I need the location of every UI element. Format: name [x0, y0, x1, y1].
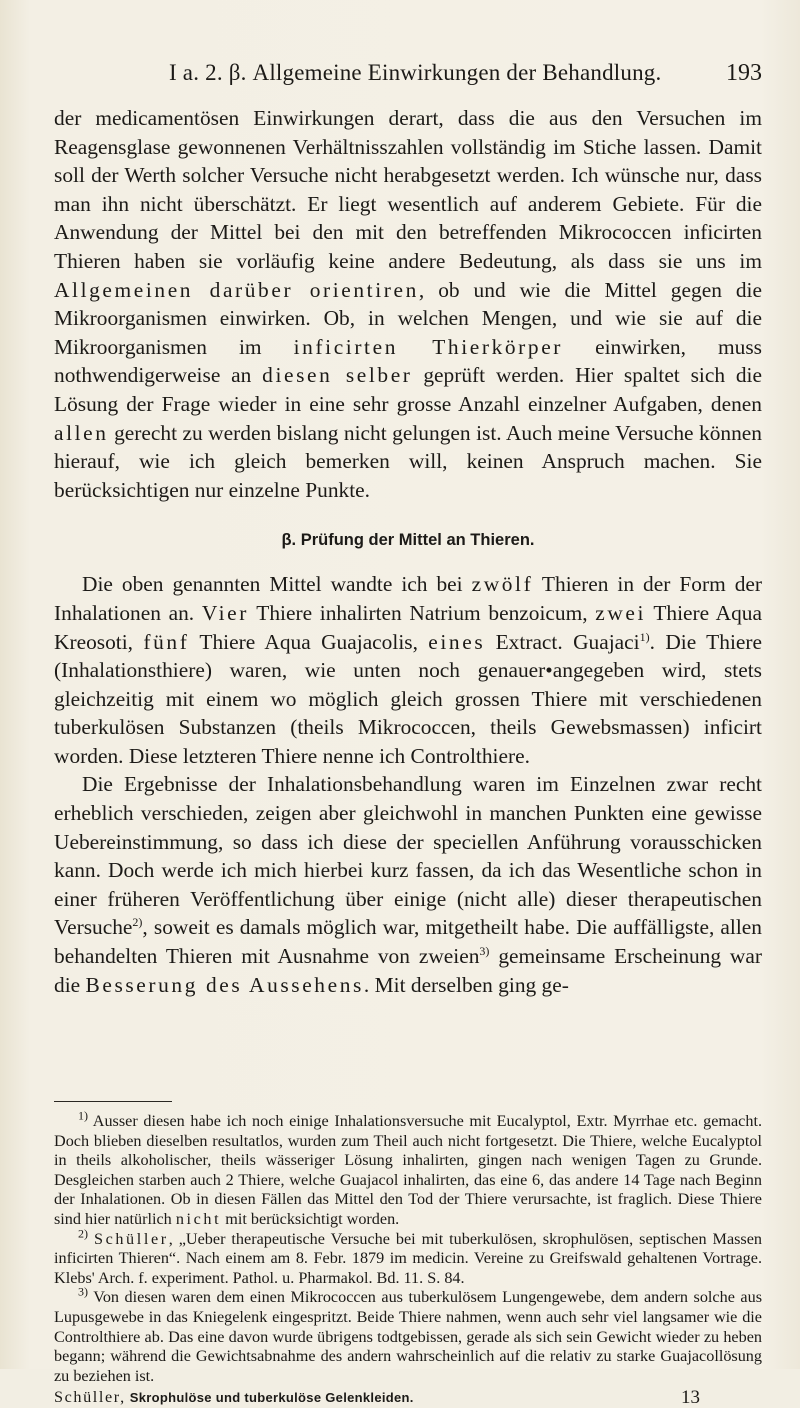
- footnote-ref: 1): [78, 1108, 88, 1123]
- text-run: Ausser diesen habe ich noch einige Inhalationsversuche mit Eucalyptol, Extr. Myrrhae etc. gemacht. Doch blieben dieselben resultatlos, wurden zum Theil auch nicht fortgesetzt. Die Thiere, welche Eucalyptol in theils alkoholischer, theils wässeriger Lösung inhalirten, gingen nach wenigen Tagen zu Grunde. Desgleichen starben auch 2 Thiere, welche Guajacol inhalirten, das eine 6, das andere 14 Tage nach Beginn der Inhalationen. Ob in diesen Fällen das Mittel den Tod der Thiere verursachte, ist fraglich. Diese Thiere sind hier natürlich: [54, 1112, 762, 1228]
- text-run: , „Ueber therapeutische Versuche bei mit tuberkulösen, skrophulösen, septischen Massen inficirten Thieren“. Nach einem am 8. Febr. 1879 im medicin. Vereine zu Greifswald gehaltenen Vortrage. Klebs' Arch. f. experiment. Pathol. u. Pharmakol. Bd. 11. S. 84.: [54, 1229, 762, 1287]
- text-run: . Mit derselben ging ge-: [363, 972, 569, 997]
- page-number: 193: [726, 60, 762, 86]
- emphasis-spaced: eines: [428, 629, 486, 654]
- paragraph: [54, 104, 762, 504]
- text-run: . Die Thiere (Inhalationsthiere) waren, wie unten noch genauer•angegeben wird, stets gleichzeitig mit einem wo möglich gleich grossen Thiere mit verschiedenen tuberkulösen Substanzen (theils Mikrococcen, theils Gewebsmassen) inficirt worden. Diese letzteren Thiere nenne ich Controlthiere.: [54, 629, 762, 768]
- page-header: [54, 58, 762, 94]
- emphasis-spaced: fünf: [143, 629, 190, 654]
- footnote-ref: 3): [479, 943, 490, 958]
- signature-line: [54, 1388, 762, 1408]
- footnote-separator: [54, 1101, 172, 1102]
- footnote-ref: 2): [132, 915, 143, 930]
- text-run: Die Ergebnisse der Inhalationsbehandlung waren im Einzelnen zwar recht erheblich verschieden, zeigen aber gleichwohl in manchen Punkten eine gewisse Uebereinstimmung, so dass ich diese der speciellen Anführung vorausschicken kann. Doch werde ich mich hierbei kurz fassen, da ich das Wesentliche schon in einer früheren Veröffentlichung über einige (nicht alle) dieser therapeutischen Versuche: [54, 772, 762, 940]
- section-heading: β. Prüfung der Mittel an Thieren.: [281, 531, 535, 550]
- emphasis-spaced: Schüller: [93, 1229, 169, 1248]
- text-run: , ob und wie die Mittel gegen die Mikroorganismen einwirken. Ob, in welchen Mengen, und wie sie auf die Mikroorganismen im: [54, 277, 762, 359]
- text-run: Extract. Guajaci: [485, 629, 640, 654]
- text-run: einwirken, muss nothwendigerweise an: [54, 334, 762, 388]
- emphasis-spaced: diesen selber: [262, 363, 413, 388]
- text-run: gemeinsame Erscheinung war die: [54, 944, 762, 997]
- running-head: I a. 2. β. Allgemeine Einwirkungen der Behandlung.: [169, 60, 662, 85]
- emphasis-spaced: zwei: [595, 600, 647, 625]
- emphasis-spaced: allen: [54, 420, 109, 445]
- text-run: Thiere Aqua Kreosoti,: [54, 600, 762, 654]
- emphasis-spaced: nicht: [175, 1209, 222, 1228]
- footnote: [54, 1226, 762, 1289]
- text-run: Thiere inhalirten Natrium benzoicum,: [248, 600, 596, 625]
- text-run: der medicamentösen Einwirkungen derart, dass die aus den Versuchen im Reagensglase gewonnenen Verhältnisszahlen vollständig im Stiche lassen. Damit soll der Werth solcher Versuche nicht herabgesetzt werden. Ich wünsche nur, dass man ihn nicht überschätzt. Er liegt wesentlich auf anderem Gebiete. Für die Anwendung der Mittel bei den mit den betreffenden Mikrococcen inficirten Thieren haben sie vorläufig keine andere Bedeutung, als dass sie uns im: [54, 106, 762, 273]
- text-run: Die oben genannten Mittel wandte ich bei: [82, 572, 472, 597]
- footnote: [54, 1108, 762, 1230]
- paragraph: [54, 570, 762, 770]
- emphasis-spaced: Besserung des Aussehens: [85, 972, 364, 997]
- emphasis-spaced: Vier: [201, 600, 249, 625]
- emphasis-spaced: zwölf: [471, 572, 534, 597]
- signature-author: Schüller,: [54, 1388, 126, 1407]
- signature-sheet-number: 13: [681, 1387, 700, 1408]
- footnotes: [54, 1108, 762, 1408]
- text-run: Von diesen waren dem einen Mikrococcen aus tuberkulösem Lungengewebe, dem andern solche aus Lupusgewebe in das Kniegelenk eingespritzt. Beide Thiere nahmen, wenn auch sehr viel langsamer wie die Controlthiere ab. Das eine davon wurde übrigens todtgebissen, gerade als sich sein Gewicht wieder zu heben begann; während die Gewichtsabnahme des andern wahrscheinlich auf die relativ zu starke Guajacollösung zu beziehen ist.: [54, 1288, 762, 1385]
- footnote-ref: 1): [639, 629, 650, 644]
- emphasis-spaced: Allgemeinen darüber orientiren: [54, 277, 419, 302]
- text-run: mit berücksichtigt worden.: [221, 1209, 400, 1228]
- emphasis-spaced: inficirten Thierkörper: [293, 334, 564, 359]
- footnote-ref: 3): [78, 1284, 88, 1299]
- signature-title: Skrophulöse und tuberkulöse Gelenkleiden.: [129, 1390, 414, 1406]
- text-run: Thiere Aqua Guajacolis,: [189, 629, 429, 654]
- text-run: gerecht zu werden bislang nicht gelungen ist. Auch meine Versuche können hierauf, wie ich gleich bemerken will, keinen Anspruch machen. Sie berücksichtigen nur einzelne Punkte.: [54, 420, 762, 502]
- footnote: [54, 1284, 762, 1386]
- text-run: Thieren in der Form der Inhalationen an.: [54, 572, 763, 625]
- paragraph: [54, 770, 762, 999]
- footnote-ref: 2): [78, 1226, 88, 1241]
- text-run: geprüft werden. Hier spaltet sich die Lösung der Frage wieder in eine sehr grosse Anzahl einzelner Aufgaben, denen: [54, 363, 762, 416]
- text-run: , soweit es damals möglich war, mitgetheilt habe. Die auffälligste, allen behandelten Thieren mit Ausnahme von zweien: [54, 915, 762, 969]
- main-text: [54, 104, 762, 999]
